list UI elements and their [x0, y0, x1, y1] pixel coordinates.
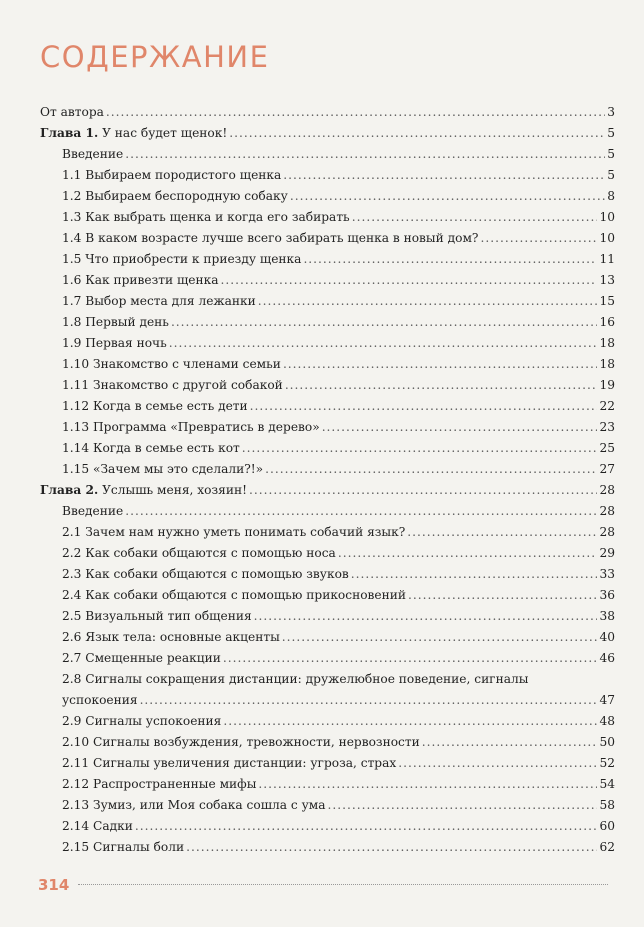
toc-entry: [40, 102, 615, 123]
toc-entry-label: 2.9 Сигналы успокоения: [62, 714, 222, 728]
toc-entry-page: 28: [599, 525, 615, 539]
toc-entry-page: 28: [599, 483, 615, 497]
toc-entry-label: 2.3 Как собаки общаются с помощью звуков: [62, 567, 349, 581]
leader-dots: [229, 123, 605, 144]
toc-entry: [40, 774, 615, 795]
toc-entry-label: 1.4 В каком возрасте лучше всего забирать щенка в новый дом?: [62, 231, 479, 245]
leader-dots: [223, 711, 597, 732]
leader-dots: [223, 648, 598, 669]
toc-entry-page: 5: [607, 147, 615, 161]
toc-entry-page: 29: [599, 546, 615, 560]
toc-entry-label: 1.13 Программа «Превратись в дерево»: [62, 420, 320, 434]
toc-entry: [40, 312, 615, 333]
leader-dots: [249, 480, 598, 501]
toc-entry-label: 2.15 Сигналы боли: [62, 840, 185, 854]
toc-entry-label: 2.1 Зачем нам нужно уметь понимать собачий язык?: [62, 525, 406, 539]
toc-entry-page: 28: [599, 504, 615, 518]
toc-entry-label: Введение: [62, 147, 124, 161]
toc-entry: [40, 501, 615, 522]
toc-entry-label: 1.1 Выбираем породистого щенка: [62, 168, 282, 182]
toc-entry-page: 33: [599, 567, 615, 581]
footer-rule: [78, 884, 608, 885]
leader-dots: [140, 690, 598, 711]
toc-entry: [40, 543, 615, 564]
toc-entry-label-continued: успокоения: [62, 693, 138, 707]
toc-entry-page: 5: [607, 126, 615, 140]
leader-dots: [422, 732, 598, 753]
toc-entry-page: 10: [599, 210, 615, 224]
toc-entry: [40, 627, 615, 648]
toc-entry-label: 1.15 «Зачем мы это сделали?!»: [62, 462, 264, 476]
toc-entry: [40, 816, 615, 837]
toc-entry-page: 22: [599, 399, 615, 413]
leader-dots: [480, 228, 597, 249]
toc-entry-page: 25: [599, 441, 615, 455]
leader-dots: [283, 165, 605, 186]
leader-dots: [328, 795, 598, 816]
leader-dots: [407, 522, 597, 543]
toc-entry-page: 19: [599, 378, 615, 392]
toc-entry-page: 23: [599, 420, 615, 434]
leader-dots: [242, 438, 598, 459]
toc-entry-page: 11: [599, 252, 615, 266]
toc-entry-label: 2.6 Язык тела: основные акценты: [62, 630, 280, 644]
table-of-contents: [40, 102, 615, 858]
toc-chapter: [40, 480, 615, 501]
toc-entry-label: 1.2 Выбираем беспородную собаку: [62, 189, 288, 203]
page-number: 314: [38, 876, 70, 894]
toc-entry-label: 2.5 Визуальный тип общения: [62, 609, 252, 623]
toc-entry-label: 2.10 Сигналы возбуждения, тревожности, нервозности: [62, 735, 420, 749]
toc-entry-page: 60: [599, 819, 615, 833]
toc-entry-label: От автора: [40, 105, 104, 119]
toc-entry: [40, 837, 615, 858]
toc-entry-page: 54: [599, 777, 615, 791]
toc-entry-label: 2.12 Распространенные мифы: [62, 777, 257, 791]
toc-entry: [40, 753, 615, 774]
toc-entry-label: 2.13 Зумиз, или Моя собака сошла с ума: [62, 798, 326, 812]
toc-entry: [40, 396, 615, 417]
toc-entry-label: 1.8 Первый день: [62, 315, 169, 329]
leader-dots: [125, 501, 597, 522]
leader-dots: [186, 837, 597, 858]
toc-entry-page: 62: [599, 840, 615, 854]
chapter-number: Глава 2.: [40, 483, 99, 497]
toc-entry: [40, 585, 615, 606]
toc-entry: [40, 459, 615, 480]
toc-entry-page: 36: [599, 588, 615, 602]
toc-entry: [40, 417, 615, 438]
toc-entry-page: 5: [607, 168, 615, 182]
toc-entry-page: 52: [599, 756, 615, 770]
toc-entry: [40, 648, 615, 669]
toc-entry-label: 2.2 Как собаки общаются с помощью носа: [62, 546, 336, 560]
toc-entry-page: 46: [599, 651, 615, 665]
leader-dots: [171, 312, 598, 333]
toc-entry-label: 1.14 Когда в семье есть кот: [62, 441, 240, 455]
leader-dots: [290, 186, 605, 207]
toc-entry-page: 50: [599, 735, 615, 749]
toc-entry-label: Введение: [62, 504, 124, 518]
toc-entry-page: 3: [607, 105, 615, 119]
toc-entry-label: 1.6 Как привезти щенка: [62, 273, 219, 287]
toc-entry: [40, 228, 615, 249]
leader-dots: [106, 102, 605, 123]
leader-dots: [265, 459, 597, 480]
toc-entry-label: 2.11 Сигналы увеличения дистанции: угроза, страх: [62, 756, 397, 770]
toc-entry-page: 15: [599, 294, 615, 308]
toc-entry-page: 40: [599, 630, 615, 644]
toc-entry-label: 2.14 Садки: [62, 819, 133, 833]
toc-entry: [40, 522, 615, 543]
leader-dots: [125, 144, 605, 165]
toc-entry-label: 2.4 Как собаки общаются с помощью прикосновений: [62, 588, 406, 602]
page-title: СОДЕРЖАНИЕ: [40, 40, 270, 74]
leader-dots: [285, 375, 598, 396]
toc-entry: [40, 333, 615, 354]
toc-entry: [40, 186, 615, 207]
toc-entry: [40, 165, 615, 186]
toc-entry: [40, 564, 615, 585]
chapter-title: Услышь меня, хозяин!: [98, 483, 247, 497]
toc-entry: [40, 711, 615, 732]
toc-entry-label: 1.7 Выбор места для лежанки: [62, 294, 256, 308]
toc-entry-page: 8: [607, 189, 615, 203]
toc-entry-page: 58: [599, 798, 615, 812]
toc-entry-label: 1.10 Знакомство с членами семьи: [62, 357, 281, 371]
leader-dots: [258, 291, 598, 312]
toc-entry-page: 38: [599, 609, 615, 623]
chapter-number: Глава 1.: [40, 126, 99, 140]
toc-entry-label: 1.3 Как выбрать щенка и когда его забирать: [62, 210, 350, 224]
leader-dots: [221, 270, 598, 291]
leader-dots: [282, 627, 598, 648]
toc-entry-page: 48: [599, 714, 615, 728]
toc-entry: [40, 606, 615, 627]
toc-entry: [40, 732, 615, 753]
leader-dots: [250, 396, 598, 417]
toc-chapter: [40, 123, 615, 144]
toc-entry-label: 1.12 Когда в семье есть дети: [62, 399, 248, 413]
leader-dots: [169, 333, 598, 354]
toc-entry-page: 27: [599, 462, 615, 476]
toc-entry: [40, 270, 615, 291]
toc-entry-label: 1.9 Первая ночь: [62, 336, 167, 350]
toc-entry: [40, 354, 615, 375]
leader-dots: [351, 564, 598, 585]
leader-dots: [352, 207, 598, 228]
chapter-title: У нас будет щенок!: [98, 126, 228, 140]
toc-entry-page: 18: [599, 357, 615, 371]
toc-entry: [40, 795, 615, 816]
toc-entry-page: 18: [599, 336, 615, 350]
toc-entry: [40, 249, 615, 270]
leader-dots: [254, 606, 598, 627]
toc-entry-page: 47: [599, 693, 615, 707]
toc-entry: [40, 144, 615, 165]
toc-entry-label: 2.7 Смещенные реакции: [62, 651, 221, 665]
toc-entry-label: 1.11 Знакомство с другой собакой: [62, 378, 283, 392]
toc-entry: [40, 438, 615, 459]
toc-entry-label: 1.5 Что приобрести к приезду щенка: [62, 252, 302, 266]
toc-entry: [40, 669, 615, 711]
toc-entry-label: 2.8 Сигналы сокращения дистанции: дружелюбное поведение, сигналы: [62, 672, 529, 686]
toc-entry-page: 16: [599, 315, 615, 329]
toc-entry: [40, 291, 615, 312]
leader-dots: [338, 543, 598, 564]
toc-entry-page: 10: [599, 231, 615, 245]
toc-entry: [40, 207, 615, 228]
leader-dots: [283, 354, 598, 375]
leader-dots: [258, 774, 597, 795]
leader-dots: [303, 249, 597, 270]
leader-dots: [135, 816, 598, 837]
leader-dots: [398, 753, 597, 774]
leader-dots: [408, 585, 597, 606]
toc-entry-page: 13: [599, 273, 615, 287]
leader-dots: [322, 417, 598, 438]
toc-entry: [40, 375, 615, 396]
